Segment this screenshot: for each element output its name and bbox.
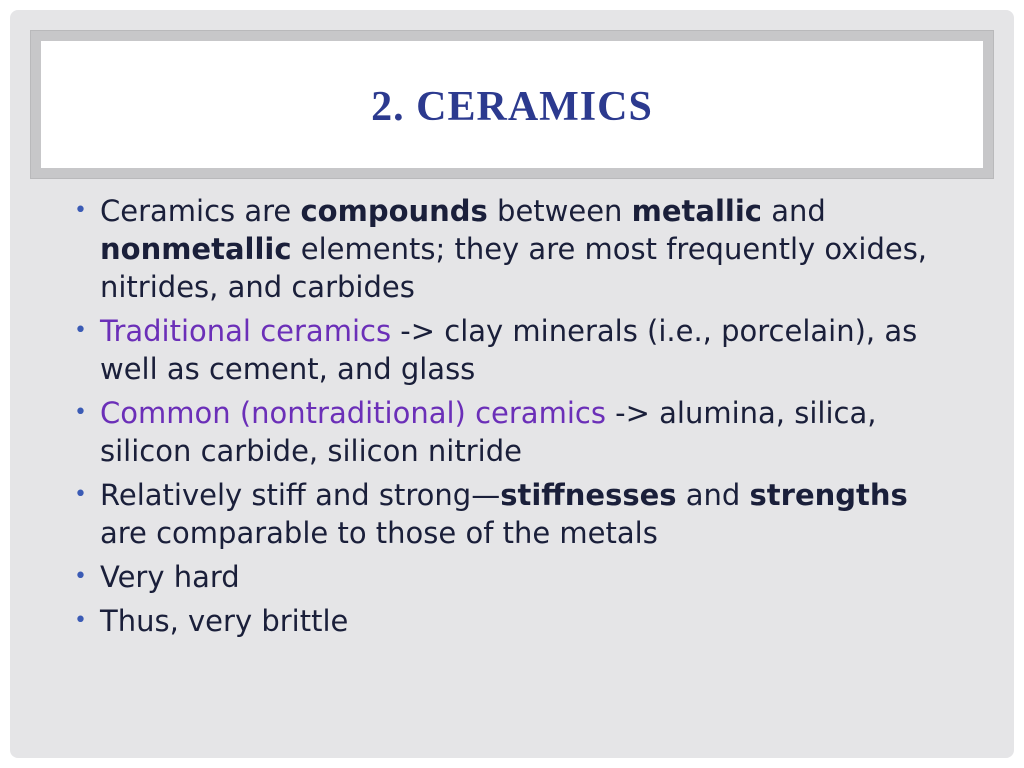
bullet-icon: •	[74, 198, 87, 223]
bullet-list	[74, 192, 954, 646]
bold-term-stiffnesses: stiffnesses	[500, 478, 677, 512]
slide-title: 2. CERAMICS	[371, 83, 653, 130]
text-run: between	[487, 194, 632, 228]
highlight-term: Common (nontraditional) ceramics	[100, 396, 606, 430]
list-item	[74, 602, 954, 640]
text-run: -> alumina, silica, silicon carbide, silicon nitride	[100, 396, 877, 468]
list-item	[74, 476, 954, 552]
text-run: and	[676, 478, 750, 512]
highlight-term: Traditional ceramics	[100, 314, 392, 348]
list-item	[74, 394, 954, 470]
list-item	[74, 312, 954, 388]
title-box	[41, 41, 983, 168]
list-item	[74, 558, 954, 596]
bold-term-strengths: strengths	[749, 478, 908, 512]
bold-term-metallic: metallic	[631, 194, 762, 228]
bullet-icon: •	[74, 482, 87, 507]
bullet-icon: •	[74, 608, 87, 633]
bold-term-compounds: compounds	[300, 194, 488, 228]
title-frame	[30, 30, 994, 179]
text-run: Thus, very brittle	[100, 604, 349, 638]
bullet-icon: •	[74, 564, 87, 589]
text-run: Very hard	[100, 560, 240, 594]
text-run: and	[762, 194, 826, 228]
bullet-icon: •	[74, 400, 87, 425]
bold-term-nonmetallic: nonmetallic	[100, 232, 292, 266]
text-run: Relatively stiff and strong—	[100, 478, 501, 512]
text-run: Ceramics are	[100, 194, 301, 228]
text-run: elements; they are most frequently oxides, nitrides, and carbides	[100, 232, 928, 304]
list-item	[74, 192, 954, 306]
text-run: -> clay minerals (i.e., porcelain), as well as cement, and glass	[100, 314, 918, 386]
bullet-icon: •	[74, 318, 87, 343]
text-run: are comparable to those of the metals	[100, 516, 658, 550]
